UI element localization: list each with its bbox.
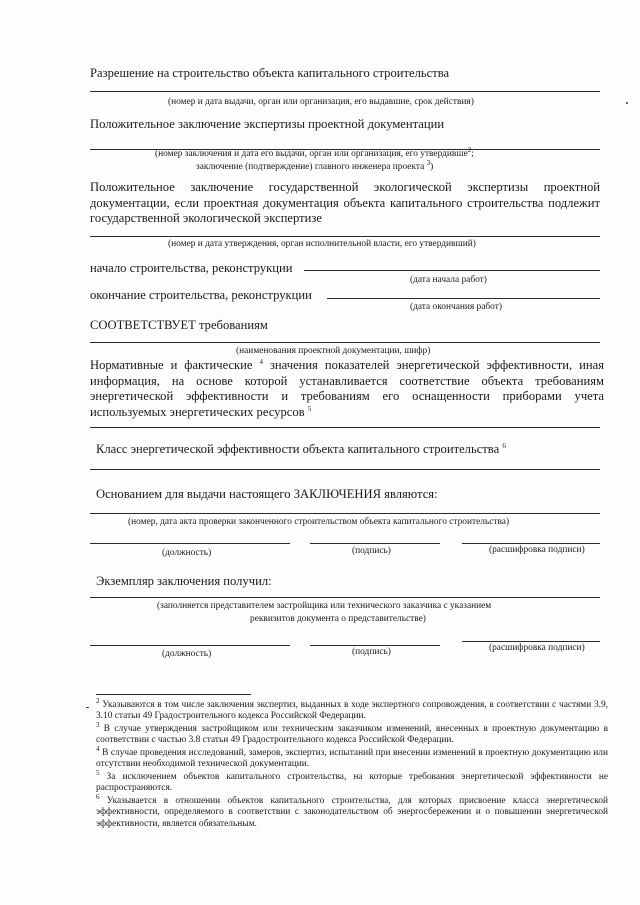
receipt-signature-line (310, 645, 440, 646)
speck (626, 102, 628, 104)
receipt-field-line (90, 597, 600, 598)
receipt-signature-caption: (подпись) (352, 647, 391, 657)
energy-indicators-text: Нормативные и фактические $^4$ значения показателей энергетической эффективности, иная информация, на основе которой устанавливается соответствие объекта требованиям энергетической эффективности и требованиям его оснащенности приборами учета используемых энергетических ресурсов $^5$ (90, 357, 604, 419)
start-field-line (304, 270, 600, 271)
footnote-4: $^4$ В случае проведения исследований, замеров, экспертиз, испытаний при внесении изменений в проектную документацию или отсутствии необходимой технической документации. (96, 744, 608, 770)
receipt-caption-line-1: (заполняется представителем застройщика или технического заказчика с указанием (157, 601, 492, 611)
energy-class-field-line (90, 469, 600, 470)
receipt-caption-line-2: реквизитов документа о представительстве) (250, 614, 426, 624)
receipt-decode-caption: (расшифровка подписи) (489, 643, 585, 653)
permit-caption: (номер и дата выдачи, орган или организация, его выдавшие, срок действия) (168, 97, 474, 107)
energy-class-label: Класс энергетической эффективности объекта капитального строительства $^6$ (96, 441, 506, 456)
expertise-label: Положительное заключение экспертизы проектной документации (90, 117, 445, 131)
basis-caption: (номер, дата акта проверки законченного строительством объекта капитального строительства) (128, 517, 510, 527)
basis-signature-caption: (подпись) (352, 546, 391, 556)
permit-field-line (90, 91, 600, 92)
compliance-field-line (90, 342, 600, 343)
receipt-position-line (90, 645, 290, 646)
footnote-2: $^2$ Указываются в том числе заключения экспертиз, выданных в ходе экспертного сопровождения, в соответствии с частями 3.9, 3.10 статьи 49 Градостроительного кодекса Российской Федерации. (96, 696, 609, 722)
basis-decode-caption: (расшифровка подписи) (489, 545, 585, 555)
end-caption: (дата окончания работ) (410, 302, 502, 312)
basis-position-caption: (должность) (162, 548, 212, 558)
expertise-caption-line-2: заключение (подтверждение) главного инженера проекта $^3$) (196, 158, 434, 172)
footnote-3: $^3$ В случае утверждения застройщиком или техническим заказчиком изменений, внесенных в проектную документацию в соответствии с частью 3.8 статьи 49 Градостроительного кодекса Российской Федерации. (96, 720, 609, 746)
receipt-label: Экземпляр заключения получил: (96, 574, 272, 588)
footnote-6: $^6$ Указывается в отношении объектов капитального строительства, для которых присвоение класса энергетической эффективности, определяемого в соответствии с законодательством об энергосбережении и о повышении энергетической эффективности, является обязательным. (96, 792, 609, 829)
permit-label: Разрешение на строительство объекта капитального строительства (90, 66, 450, 80)
start-caption: (дата начала работ) (410, 275, 487, 285)
footnote-separator (96, 694, 251, 695)
basis-decode-line (462, 543, 600, 544)
energy-field-line (90, 427, 600, 428)
compliance-caption: (наименования проектной документации, шифр) (236, 346, 431, 356)
footnote-5: $^5$ За исключением объектов капитального строительства, на которые требования энергетической эффективности не распространяются. (96, 768, 609, 794)
expertise-caption-line-1: (номер заключения и дата его выдачи, орган или организация, его утвердивше$^2$; (155, 145, 474, 159)
basis-position-line (90, 543, 290, 544)
receipt-position-caption: (должность) (162, 649, 212, 659)
end-field-line (327, 298, 600, 299)
basis-signature-line (310, 543, 440, 544)
eco-field-line (90, 236, 600, 237)
start-label: начало строительства, реконструкции (90, 261, 293, 275)
basis-field-line (90, 513, 600, 514)
compliance-label: СООТВЕТСТВУЕТ требованиям (90, 318, 268, 332)
end-label: окончание строительства, реконструкции (90, 288, 312, 302)
receipt-decode-line (462, 641, 600, 642)
eco-expertise-text: Положительное заключение государственной экологической экспертизы проектной документации, если проектная документация объекта капитального строительства подлежит государственной экологической экспертизе (90, 180, 600, 225)
eco-caption: (номер и дата утверждения, орган исполнительной власти, его утвердивший) (168, 239, 476, 249)
speck (86, 707, 89, 708)
basis-label: Основанием для выдачи настоящего ЗАКЛЮЧЕНИЯ являются: (96, 487, 438, 501)
